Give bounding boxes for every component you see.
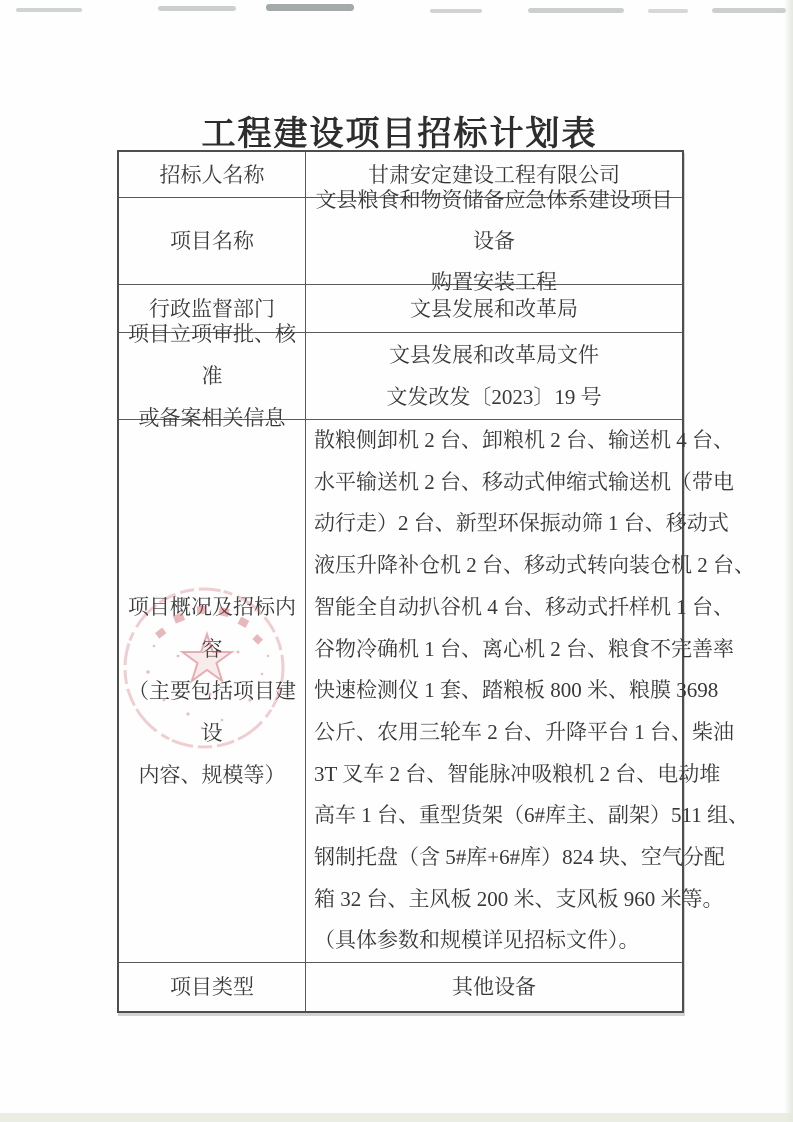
row-label: 项目概况及招标内容 （主要包括项目建设 内容、规模等） [128, 595, 296, 787]
row-value: 文县粮食和物资储备应急体系建设项目设备 购置安装工程 [305, 198, 682, 284]
bidding-plan-table [117, 150, 755, 1013]
row-value: 文县发展和改革局 [305, 285, 682, 332]
table-row [119, 962, 682, 1011]
row-value: 文县发展和改革局文件 文发改发〔2023〕19 号 [305, 333, 682, 419]
scan-edge-band [784, 0, 793, 1122]
row-value: 其他设备 [305, 963, 682, 1011]
row-label: 项目名称 [170, 229, 254, 253]
scan-artifact [16, 8, 82, 12]
scan-artifact [528, 8, 624, 13]
table-row [119, 322, 682, 430]
scan-artifact [158, 6, 236, 11]
table-row [119, 187, 682, 294]
scan-edge-band [0, 1113, 793, 1122]
row-label: 招标人名称 [159, 162, 265, 187]
scan-artifact [430, 9, 482, 13]
row-value: 甘肃安定建设工程有限公司 [305, 152, 682, 197]
row-label: 项目类型 [170, 975, 254, 999]
row-value: 散粮侧卸机 2 台、卸粮机 2 台、输送机 4 台、 水平输送机 2 台、移动式伸缩式输送机（带电 动行走）2 台、新型环保振动筛 1 台、移动式 液压升降补仓机 2 台、移动式转向装仓机 2 台、 智能全自动扒谷机 4 台、移动式扦样机 1 台、 谷物冷确机 1 台、离心机 2 台、粮食不完善率 快速检测仪 1 套、踏粮板 800 米、粮膜 3698 公斤、农用三轮车 2 台、升降平台 1 台、柴油 3T 叉车 2 台、智能脉冲吸粮机 2 台、电动堆 高车 1 台、重型货架（6#库主、副架）511 组、 钢制托盘（含 5#库+6#库）824 块、空气分配 箱 32 台、主风板 200 米、支风板 960 米等。 （具体参数和规模详见招标文件）。 [305, 420, 755, 962]
scan-artifact [266, 4, 354, 11]
row-label: 项目立项审批、核准 或备案相关信息 [128, 322, 296, 430]
scan-artifact [712, 8, 786, 13]
page-title: 工程建设项目招标计划表 [201, 116, 598, 153]
row-label: 行政监督部门 [149, 296, 275, 321]
table-row [119, 419, 755, 962]
scan-artifact [648, 9, 688, 13]
